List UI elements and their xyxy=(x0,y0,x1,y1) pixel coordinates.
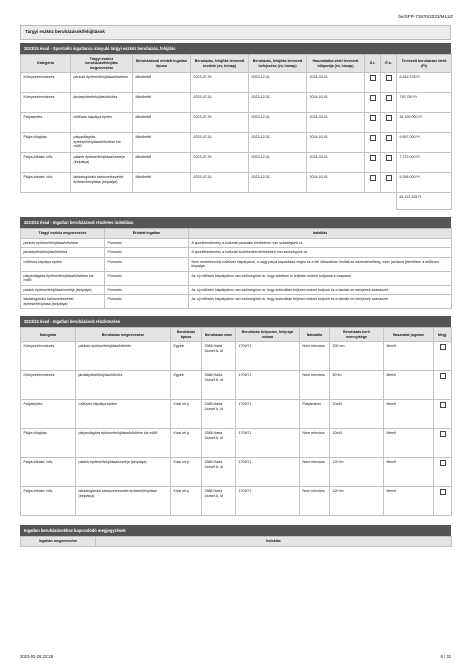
page-number: 8 / 32 xyxy=(440,654,451,659)
cell-quantity: 50 fm xyxy=(330,371,384,400)
cell-end: 2023-12-31 xyxy=(249,173,307,193)
table-row xyxy=(21,133,452,153)
cell-property-type: Mindkettő xyxy=(133,173,191,193)
cell-property-type: Mindkettő xyxy=(133,153,191,173)
cell-category: Pályaépítés xyxy=(21,113,71,133)
table-row xyxy=(21,173,452,193)
cell-quantity: 20x40 xyxy=(330,429,384,458)
cell-type: Kicsi mf.p. xyxy=(171,487,202,516)
cell-naturalia: Nem releváns xyxy=(300,371,330,400)
note-checkbox[interactable] xyxy=(440,402,446,408)
cell-category: Pályaépítés xyxy=(21,400,76,429)
table-row xyxy=(21,295,452,309)
section1-band: 2023/24 évad - Sportcélú ingatlanra irányuló tárgyi eszköz beruházás, felújítás xyxy=(20,43,451,54)
cell-end: 2023-12-31 xyxy=(249,153,307,173)
table-row xyxy=(21,371,452,400)
cell-property: Porosztó xyxy=(105,295,189,309)
cell-name: járdaépítés/felújítás/bővítés xyxy=(71,93,133,113)
cell-property-type: Mindkettő xyxy=(133,133,191,153)
table-row xyxy=(21,429,452,458)
ek-checkbox-cell xyxy=(381,73,397,93)
section3-band: 2023/24 évad - Ingatlan beruházások részletezése xyxy=(20,316,451,327)
ek-checkbox[interactable] xyxy=(386,95,392,101)
col-header: Kategória xyxy=(21,328,76,342)
section2-band: 2023/24 évad - Ingatlan beruházások részletes indoklása xyxy=(20,217,451,228)
cell-value: 793 750 Ft xyxy=(397,93,452,113)
cell-asset: pályavilágítás építése/felújítása/bővítése kis műfű xyxy=(21,271,105,285)
cell-title: Bérelt xyxy=(384,458,434,487)
cell-lot: 1709/71 xyxy=(236,458,300,487)
cell-category: Pálya-infrastr. bőv. xyxy=(21,487,76,516)
cell-category: Környezetrendezés xyxy=(21,342,76,371)
cell-address: 3388 Harta József A. út xyxy=(202,400,236,429)
cell-quantity: 120 fm xyxy=(330,458,384,487)
table-row xyxy=(21,93,452,113)
cell-category: Pálya-infrastr. bőv. xyxy=(21,458,76,487)
table-header-row xyxy=(21,537,452,546)
note-checkbox-cell xyxy=(434,487,452,516)
total-value: 64 113 125 Ft xyxy=(397,193,452,210)
col-header: Beruházással érintett ingatlan típusa xyxy=(133,55,191,73)
cell-start: 2023-07-01 xyxy=(191,173,249,193)
cell-name: labdafogóháló tartószerkezettel építése/felújítása (belpálya) xyxy=(71,173,133,193)
ek-checkbox[interactable] xyxy=(386,155,392,161)
ut-checkbox-cell xyxy=(365,113,381,133)
ek-checkbox[interactable] xyxy=(386,115,392,121)
cell-lot: 1709/71 xyxy=(236,400,300,429)
table-row xyxy=(21,458,452,487)
cell-naturalia: Nem releváns xyxy=(300,487,330,516)
note-checkbox-cell xyxy=(434,400,452,429)
cell-category: Környezetrendezés xyxy=(21,93,71,113)
cell-justification: Az új műfüves kispályához van szükségünk rá, hogy kulturáltan teljesen edzeni tudjunk és a labdák ne menjenek szanaszét. xyxy=(189,285,452,294)
cell-use-date: 2024-03-01 xyxy=(307,93,365,113)
table-header-row xyxy=(21,328,452,342)
col-header: Ingatlan megnevezése xyxy=(21,537,96,546)
cell-asset: műfüves kispálya építés xyxy=(21,257,105,271)
cell-naturalia: Nem releváns xyxy=(300,429,330,458)
cell-lot: 1709/71 xyxy=(236,371,300,400)
cell-asset: labdafogóháló tartószerkezettel építése/felújítása (belpálya) xyxy=(21,295,105,309)
ek-checkbox-cell xyxy=(381,93,397,113)
note-checkbox-cell xyxy=(434,342,452,371)
cell-property: Porosztó xyxy=(105,271,189,285)
cell-use-date: 2024-03-01 xyxy=(307,153,365,173)
cell-end: 2023-12-31 xyxy=(249,93,307,113)
cell-property: Porosztó xyxy=(105,285,189,294)
cell-asset: palánk építése/felújítása/cseréje (belpálya) xyxy=(21,285,105,294)
note-checkbox-cell xyxy=(434,429,452,458)
footer-timestamp: 2023-02-28 22:28 xyxy=(20,654,54,659)
ut-checkbox[interactable] xyxy=(370,115,376,121)
cell-use-date: 2024-03-01 xyxy=(307,73,365,93)
cell-justification: A sportlétesítmény a kulturált közlekedési élelékében van szükségünk rá. xyxy=(189,248,452,257)
col-header: Tervezett beruházási érték (Ft) xyxy=(397,55,452,73)
cell-name: műfüves kispálya építés xyxy=(76,400,171,429)
cell-category: Környezetrendezés xyxy=(21,371,76,400)
cell-category: Környezetrendezés xyxy=(21,73,71,93)
cell-type: Kicsi mf.p. xyxy=(171,400,202,429)
col-header: Beruházás típusa xyxy=(171,328,202,342)
cell-title: Bérelt xyxy=(384,429,434,458)
col-header: Beruházás megnevezése xyxy=(76,328,171,342)
cell-address: 3388 Harta József A. út xyxy=(202,487,236,516)
cell-title: Bérelt xyxy=(384,371,434,400)
cell-title: Bérelt xyxy=(384,342,434,371)
cell-name: palánk építése/felújítása/cseréje (belpálya) xyxy=(76,458,171,487)
notes-table xyxy=(20,536,452,546)
page-content xyxy=(20,25,451,547)
ut-checkbox-cell xyxy=(365,73,381,93)
ut-checkbox[interactable] xyxy=(370,95,376,101)
cell-name: parkoló építése/felújítása/bővítése xyxy=(71,73,133,93)
cell-justification: Az új műfüves kispályához van szükségünk rá, hogy sötétben is teljesen edzeni tudjanak a csapatok. xyxy=(189,271,452,285)
col-header: Használatba vétel tervezett időpontja (év, hónap) xyxy=(307,55,365,73)
col-header: É.k. xyxy=(381,55,397,73)
cell-end: 2023-12-31 xyxy=(249,113,307,133)
cell-name: pályavilágítás építése/felújítása/bővítése kis műfű xyxy=(76,429,171,458)
ut-checkbox[interactable] xyxy=(370,75,376,81)
cell-category: Pálya világítás xyxy=(21,133,71,153)
cell-type: Egyéb xyxy=(171,371,202,400)
table-row xyxy=(21,487,452,516)
cell-start: 2023-07-01 xyxy=(191,93,249,113)
cell-property: Porosztó xyxy=(105,238,189,247)
col-header: Beruházás helyszíne, helyrajzi száma xyxy=(236,328,300,342)
cell-type: Egyéb xyxy=(171,342,202,371)
col-header: Naturália xyxy=(300,328,330,342)
cell-category: Pálya-infrastr. bőv. xyxy=(21,173,71,193)
ek-checkbox[interactable] xyxy=(386,175,392,181)
ut-checkbox-cell xyxy=(365,133,381,153)
cell-start: 2023-07-01 xyxy=(191,73,249,93)
ut-checkbox[interactable] xyxy=(370,155,376,161)
ek-checkbox[interactable] xyxy=(386,75,392,81)
document-id: be/SFP-71970/2023/MLSZ xyxy=(398,14,453,19)
col-header: Ú.t. xyxy=(365,55,381,73)
cell-name: pályavilágítás építése/felújítása/bővítése kis műfű xyxy=(71,133,133,153)
cell-asset: parkoló építése/felújítása/bővítése xyxy=(21,238,105,247)
cell-quantity: 120 fm xyxy=(330,487,384,516)
ek-checkbox-cell xyxy=(381,153,397,173)
cell-address: 3388 Harta József A. út xyxy=(202,458,236,487)
cell-address: 3388 Harta József A. út xyxy=(202,371,236,400)
col-header: Beruházás kerti mennyisége xyxy=(330,328,384,342)
cell-name: parkoló építése/felújítása/bővítés xyxy=(76,342,171,371)
cell-property: Porosztó xyxy=(105,257,189,271)
total-row xyxy=(21,193,452,210)
cell-value: 7 279 000 Ft xyxy=(397,153,452,173)
table-row xyxy=(21,257,452,271)
cell-use-date: 2024-03-01 xyxy=(307,133,365,153)
table-row xyxy=(21,248,452,257)
cell-name: palánk építése/felújítása/cseréje (belpálya) xyxy=(71,153,133,173)
cell-title: Bérelt xyxy=(384,400,434,429)
table-row xyxy=(21,73,452,93)
cell-justification: Az új műfüves kispályához van szükségünk rá, hogy kulturáltan teljesen edzeni tudjunk és a labdák ne menjenek szanaszét. xyxy=(189,295,452,309)
table-row xyxy=(21,153,452,173)
col-header: Használat jogcíme xyxy=(384,328,434,342)
ut-checkbox-cell xyxy=(365,173,381,193)
cell-lot: 1709/71 xyxy=(236,342,300,371)
table-header-row xyxy=(21,229,452,238)
investment-table xyxy=(20,54,452,210)
cell-address: 3388 Harta József A. út xyxy=(202,342,236,371)
ut-checkbox-cell xyxy=(365,153,381,173)
cell-lot: 1709/71 xyxy=(236,429,300,458)
ut-checkbox-cell xyxy=(365,93,381,113)
table-row xyxy=(21,113,452,133)
table-header-row xyxy=(21,55,452,73)
details-table xyxy=(20,327,452,516)
section4-band: Ingatlan beruházásokhoz kapcsolódó megjegyzések xyxy=(20,525,451,536)
ek-checkbox-cell xyxy=(381,173,397,193)
cell-property-type: Mindkettő xyxy=(133,113,191,133)
col-header: Beruházás, felújítás tervezett befejezése (év, hónap) xyxy=(249,55,307,73)
cell-property-type: Mindkettő xyxy=(133,93,191,113)
ut-checkbox[interactable] xyxy=(370,135,376,141)
cell-address: 3388 Harta József A. út xyxy=(202,429,236,458)
cell-start: 2023-07-01 xyxy=(191,133,249,153)
cell-name: járdaépítés/felújítás/bővítés xyxy=(76,371,171,400)
cell-start: 2023-07-01 xyxy=(191,113,249,133)
cell-lot: 1709/71 xyxy=(236,487,300,516)
cell-value: 9 657 000 Ft xyxy=(397,133,452,153)
note-checkbox[interactable] xyxy=(440,489,446,495)
ek-checkbox[interactable] xyxy=(386,135,392,141)
table-row xyxy=(21,342,452,371)
col-header: Tárgyi eszköz beruházás/felújítás megnevezése xyxy=(71,55,133,73)
cell-asset: járdaépítés/felújítás/bővítés xyxy=(21,248,105,257)
col-header: Beruházás, felújítás tervezett kezdete (év, hónap) xyxy=(191,55,249,73)
col-header: Beruházás címe xyxy=(202,328,236,342)
note-checkbox[interactable] xyxy=(440,373,446,379)
cell-use-date: 2024-03-01 xyxy=(307,173,365,193)
note-checkbox[interactable] xyxy=(440,460,446,466)
cell-name: műfüves kispálya építés xyxy=(71,113,133,133)
cell-value: 5 395 000 Ft xyxy=(397,173,452,193)
cell-property: Porosztó xyxy=(105,248,189,257)
col-header: Indoklás xyxy=(189,229,452,238)
note-checkbox-cell xyxy=(434,371,452,400)
cell-property-type: Mindkettő xyxy=(133,73,191,93)
cell-category: Pálya világítás xyxy=(21,429,76,458)
cell-justification: A sportlétesítmény a kulturált parkolási élelékében van szükségünk rá. xyxy=(189,238,452,247)
cell-name: labdafogóháló tartószerkezettel építése/felújítása (belpálya) xyxy=(76,487,171,516)
table-row xyxy=(21,400,452,429)
cell-justification: Nem rendelkezünk műfüves kispályával, a nagy pálya kapacitása véges és a téli időszakban limitált az edzéslehetőség, ezen javítana jelentősen a műfüves kispálya. xyxy=(189,257,452,271)
cell-quantity: 300 nm xyxy=(330,342,384,371)
note-checkbox[interactable] xyxy=(440,344,446,350)
ek-checkbox-cell xyxy=(381,133,397,153)
cell-category: Pálya-infrastr. bőv. xyxy=(21,153,71,173)
cell-use-date: 2024-03-01 xyxy=(307,113,365,133)
cell-start: 2023-07-01 xyxy=(191,153,249,173)
cell-title: Bérelt xyxy=(384,487,434,516)
table-row xyxy=(21,271,452,285)
cell-type: Kicsi mf.p. xyxy=(171,429,202,458)
note-checkbox-cell xyxy=(434,458,452,487)
cell-end: 2023-12-31 xyxy=(249,133,307,153)
ek-checkbox-cell xyxy=(381,113,397,133)
cell-naturalia: Pályaméret xyxy=(300,400,330,429)
col-header: Indoklás xyxy=(96,537,452,546)
col-header: Kategória xyxy=(21,55,71,73)
cell-naturalia: Nem releváns xyxy=(300,458,330,487)
table-row xyxy=(21,285,452,294)
cell-naturalia: Nem releváns xyxy=(300,342,330,371)
total-spacer xyxy=(21,193,397,210)
table-row xyxy=(21,238,452,247)
cell-value: 6 816 378 Ft xyxy=(397,73,452,93)
ut-checkbox[interactable] xyxy=(370,175,376,181)
col-header: Megj. xyxy=(434,328,452,342)
section-title: Tárgyi eszköz beruházások/felújítások xyxy=(20,25,451,40)
cell-value: 34 199 000 Ft xyxy=(397,113,452,133)
justification-table xyxy=(20,228,452,309)
col-header: Érintett ingatlan xyxy=(105,229,189,238)
cell-end: 2023-12-31 xyxy=(249,73,307,93)
cell-type: Kicsi mf.p. xyxy=(171,458,202,487)
cell-quantity: 20x40 xyxy=(330,400,384,429)
note-checkbox[interactable] xyxy=(440,431,446,437)
col-header: Tárgyi eszköz megnevezése xyxy=(21,229,105,238)
